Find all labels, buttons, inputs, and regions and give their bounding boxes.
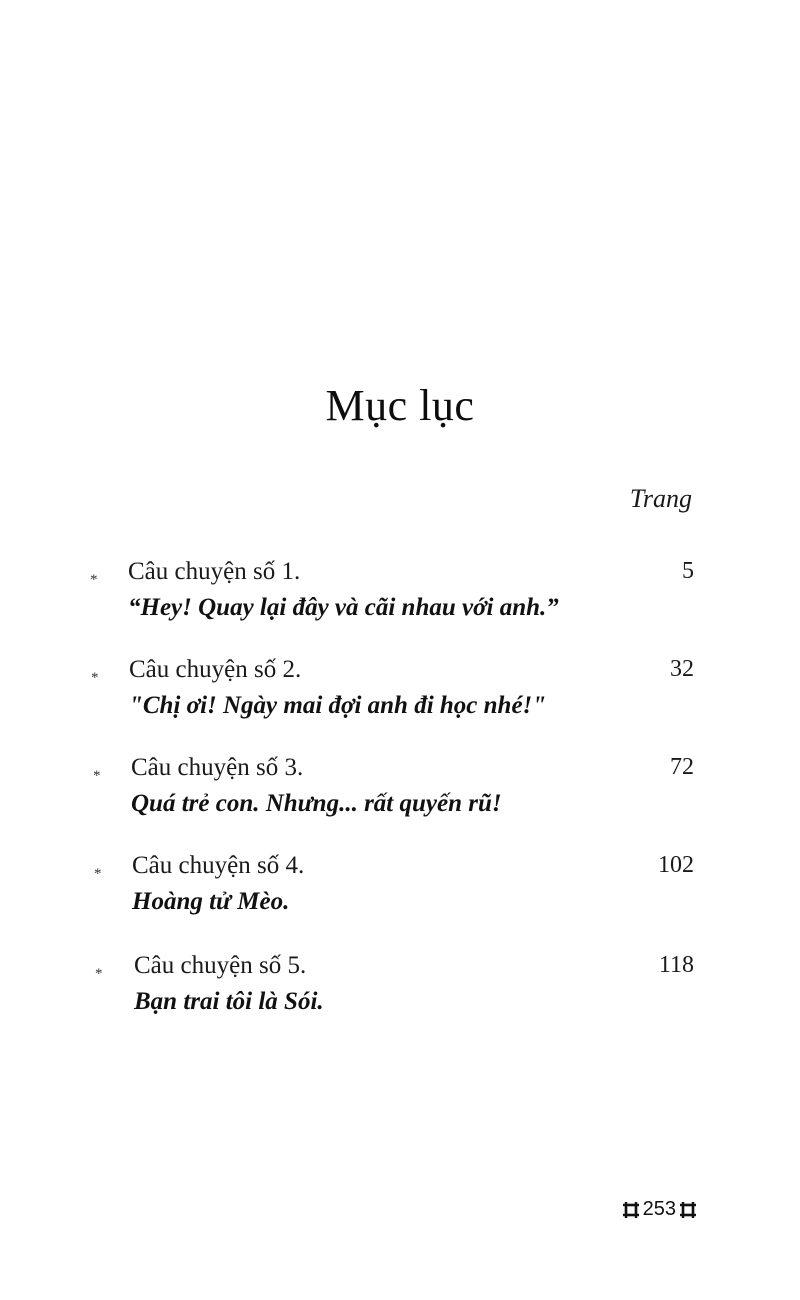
bullet-icon: * <box>94 866 102 882</box>
toc-entry-subtitle: “Hey! Quay lại đây và cãi nhau với anh.” <box>128 594 559 621</box>
toc-entry-page: 102 <box>658 852 694 878</box>
toc-entry-subtitle: "Chị ơi! Ngày mai đợi anh đi học nhé!" <box>129 692 547 719</box>
bullet-icon: * <box>95 966 103 982</box>
toc-entry-title: Câu chuyện số 4. <box>132 852 305 879</box>
toc-entry-page: 118 <box>658 952 694 978</box>
bullet-icon: * <box>90 572 98 588</box>
toc-entry-2[interactable] <box>0 656 800 736</box>
page-title: Mục lục <box>325 381 475 430</box>
page-column-label: Trang <box>629 484 692 513</box>
page-number: 253 <box>642 1198 676 1220</box>
toc-entry-page: 32 <box>670 656 694 682</box>
toc-entry-title: Câu chuyện số 3. <box>131 754 304 781</box>
toc-entry-title: Câu chuyện số 5. <box>134 952 307 979</box>
hash-ornament-icon <box>680 1202 696 1218</box>
toc-entry-subtitle: Bạn trai tôi là Sói. <box>134 988 324 1015</box>
hash-ornament-icon <box>623 1202 639 1218</box>
bullet-icon: * <box>93 768 101 784</box>
toc-entry-1[interactable] <box>0 558 800 638</box>
page-number-footer <box>623 1198 696 1221</box>
toc-entry-subtitle: Hoàng tử Mèo. <box>132 888 290 915</box>
toc-entry-subtitle: Quá trẻ con. Nhưng... rất quyến rũ! <box>131 790 502 817</box>
toc-entry-5[interactable] <box>0 952 800 1032</box>
toc-entry-page: 72 <box>670 754 694 780</box>
bullet-icon: * <box>91 670 99 686</box>
toc-entry-page: 5 <box>682 558 694 584</box>
toc-entry-title: Câu chuyện số 2. <box>129 656 302 683</box>
toc-entry-3[interactable] <box>0 754 800 834</box>
toc-entry-title: Câu chuyện số 1. <box>128 558 301 585</box>
toc-entry-4[interactable] <box>0 852 800 932</box>
